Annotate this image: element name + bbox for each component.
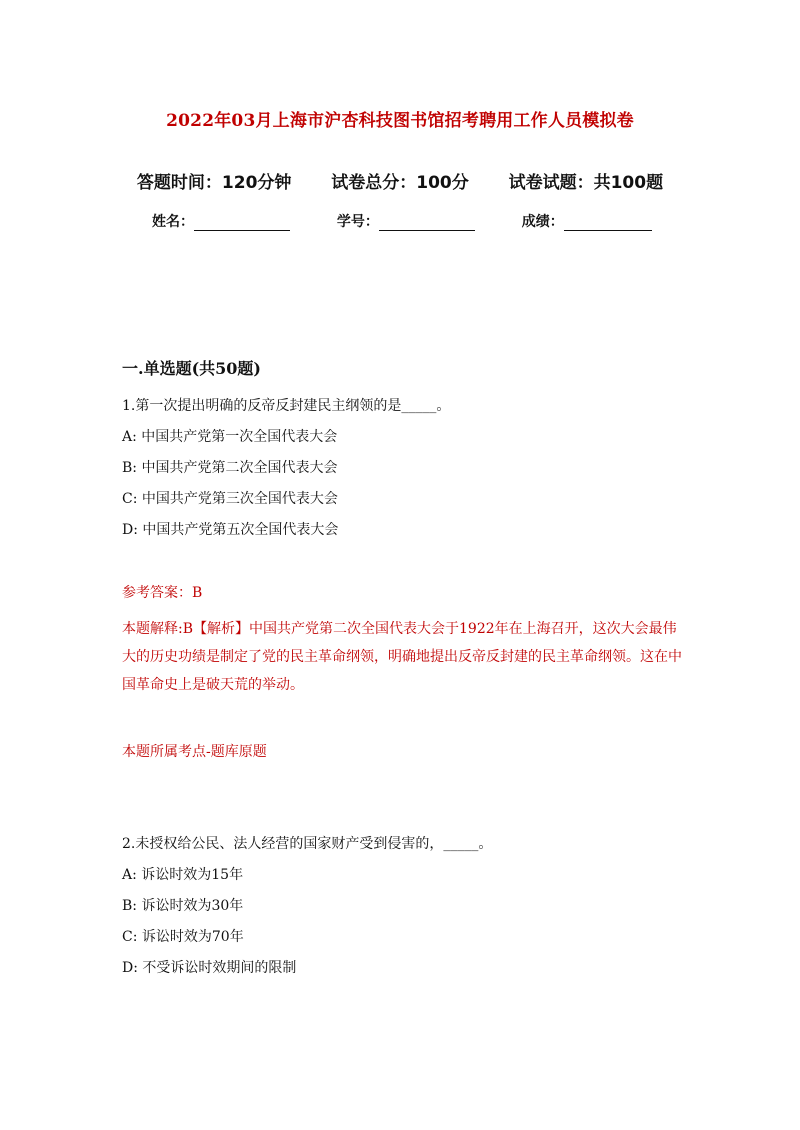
question-2: [122, 829, 492, 984]
exam-title: 2022年03月上海市沪杏科技图书馆招考聘用工作人员模拟卷: [166, 111, 634, 131]
topic-1: 本题所属考点-题库原题: [122, 744, 267, 760]
explanation-1: 本题解释:B【解析】中国共产党第二次全国代表大会于1922年在上海召开，这次大会最伟大的历史功绩是制定了党的民主革命纲领，明确地提出反帝反封建的民主革命纲领。这在中国革命史上是破天荒的举动。: [122, 621, 682, 693]
option-d: D: 不受诉讼时效期间的限制: [122, 960, 297, 976]
id-label: 学号：: [336, 214, 379, 230]
exam-meta: [0, 168, 800, 193]
question-stem: 1.第一次提出明确的反帝反封建民主纲领的是_____。: [122, 398, 451, 414]
exam-total-score: 试卷总分：100分: [331, 173, 469, 193]
grade-blank: [564, 216, 652, 231]
grade-field: [522, 211, 652, 231]
option-a: A: 诉讼时效为15年: [122, 867, 244, 883]
answer-1: 参考答案：B: [122, 585, 203, 601]
id-blank: [379, 216, 475, 231]
exam-question-count: 试卷试题：共100题: [508, 173, 664, 193]
name-blank: [194, 216, 290, 231]
question-stem: 2.未授权给公民、法人经营的国家财产受到侵害的，_____。: [122, 836, 493, 852]
option-b: B: 诉讼时效为30年: [122, 898, 244, 914]
exam-time: 答题时间：120分钟: [136, 173, 292, 193]
name-field: [152, 211, 290, 231]
option-b: B: 中国共产党第二次全国代表大会: [122, 460, 338, 476]
option-c: C: 诉讼时效为70年: [122, 929, 244, 945]
option-d: D: 中国共产党第五次全国代表大会: [122, 522, 339, 538]
grade-label: 成绩：: [521, 214, 564, 230]
section-heading: 一.单选题(共50题): [122, 359, 261, 378]
option-c: C: 中国共产党第三次全国代表大会: [122, 491, 338, 507]
id-field: [337, 211, 475, 231]
student-info: [152, 211, 694, 231]
question-1: [122, 391, 450, 546]
option-a: A: 中国共产党第一次全国代表大会: [122, 429, 338, 445]
name-label: 姓名：: [152, 214, 194, 230]
